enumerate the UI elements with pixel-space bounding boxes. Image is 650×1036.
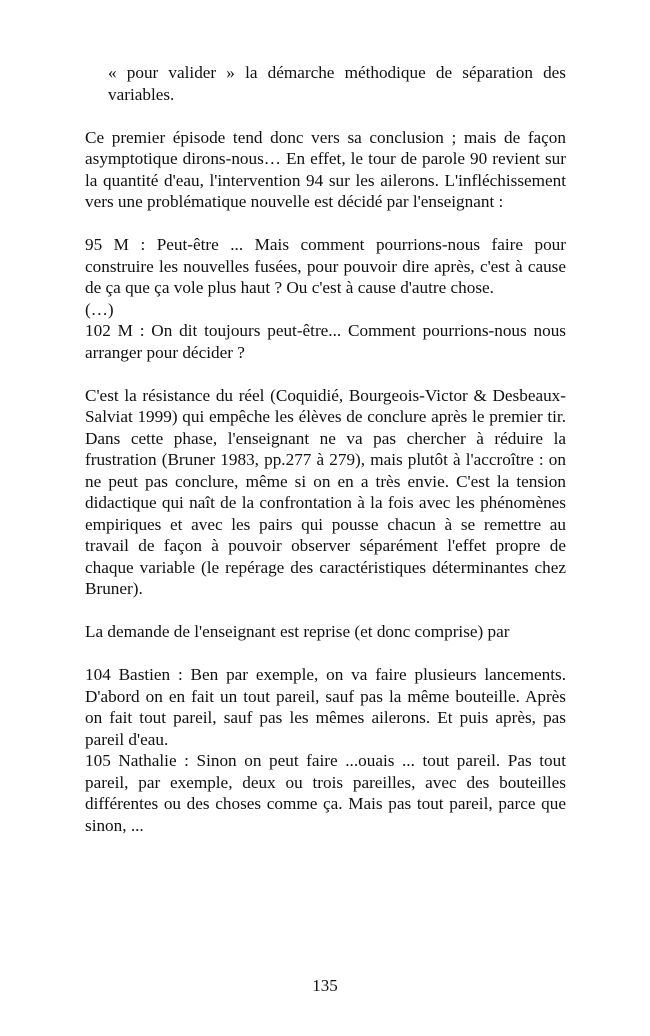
paragraph-episode-conclusion: Ce premier épisode tend donc vers sa conclusion ; mais de façon asymptotique dirons-nous… En effet, le tour de parole 90 revient sur la quantité d'eau, l'intervention 94 sur les ailerons. L'infléchissement vers une problématique nouvelle est décidé par l'enseignant : [85, 127, 566, 211]
paragraph-gap [85, 213, 566, 235]
ellipsis-marker: (…) [85, 299, 114, 319]
quote-continuation: « pour valider » la démarche méthodique de séparation des variables. [108, 63, 566, 104]
dialogue-turn-95: 95 M : Peut-être ... Mais comment pourrions-nous faire pour construire les nouvelles fusées, pour pouvoir dire après, c'est à cause de ça que ça vole plus haut ? Ou c'est à cause d'autre chose. [85, 235, 566, 297]
paragraph-gap [85, 643, 566, 665]
paragraph-gap [85, 600, 566, 622]
paragraph-gap [85, 363, 566, 385]
page-number: 135 [312, 976, 338, 995]
dialogue-turn-104: 104 Bastien : Ben par exemple, on va faire plusieurs lancements. D'abord on en fait un tout pareil, sauf pas la même bouteille. Après on fait tout pareil, sauf pas les mêmes ailerons. Et puis après, pas pareil d'eau. [85, 665, 566, 749]
dialogue-turn-105: 105 Nathalie : Sinon on peut faire ...ouais ... tout pareil. Pas tout pareil, par exemple, deux ou trois pareilles, avec des bouteilles différentes ou des choses comme ça. Mais pas tout pareil, parce que sinon, ... [85, 751, 566, 835]
dialogue-turn-102: 102 M : On dit toujours peut-être... Comment pourrions-nous nous arranger pour décider ? [85, 321, 566, 362]
paragraph-gap [85, 105, 566, 127]
page-body [85, 62, 566, 836]
paragraph-resistance-du-reel: C'est la résistance du réel (Coquidié, Bourgeois-Victor & Desbeaux-Salviat 1999) qui empêche les élèves de conclure après le premier tir. Dans cette phase, l'enseignant ne va pas chercher à réduire la frustration (Bruner 1983, pp.277 à 279), mais plutôt à l'accroître : on ne peut pas conclure, même si on en a très envie. C'est la tension didactique qui naît de la confrontation à la fois avec les phénomènes empiriques et avec les pairs qui pousse chacun à se remettre au travail de façon à pouvoir observer séparément l'effet propre de chaque variable (le repérage des caractéristiques déterminantes chez Bruner). [85, 385, 566, 598]
paragraph-demande-enseignant: La demande de l'enseignant est reprise (et donc comprise) par [85, 622, 510, 641]
